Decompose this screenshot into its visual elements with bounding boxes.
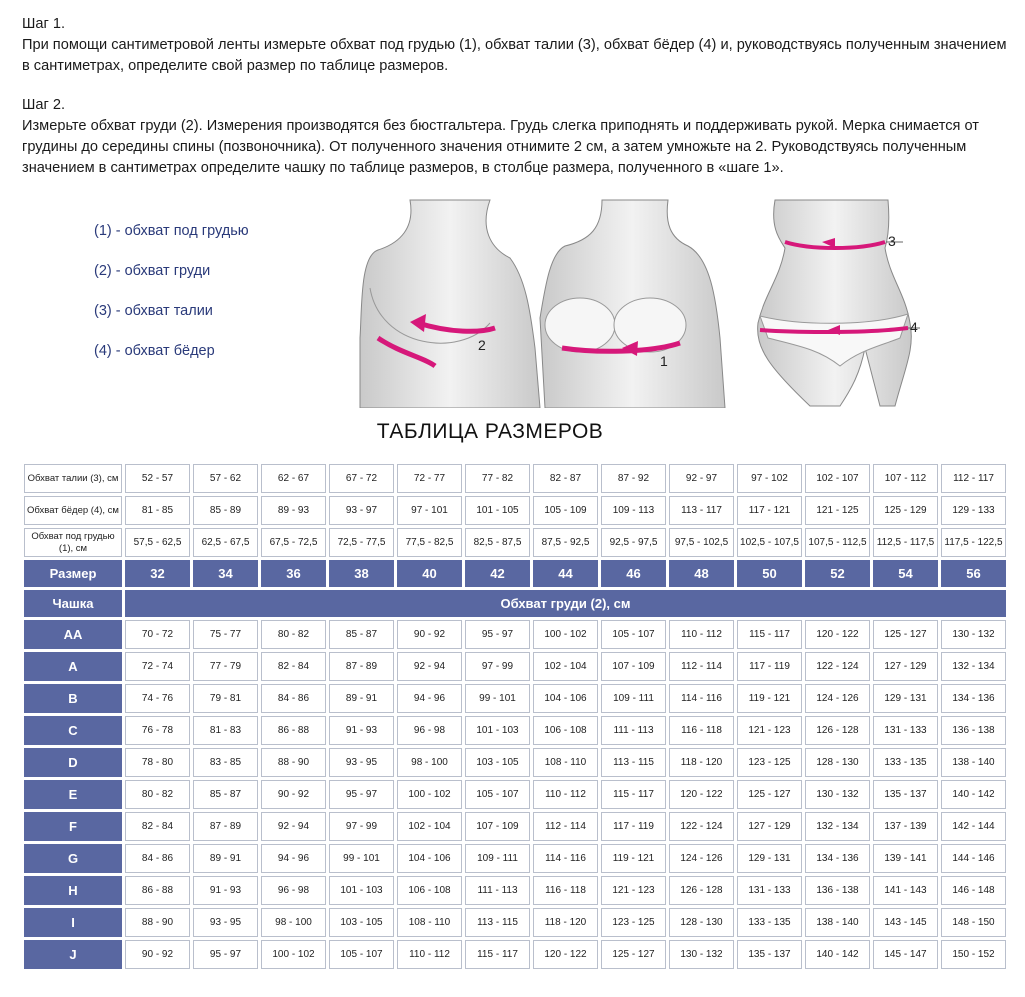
cup-row: [24, 620, 1006, 649]
cup-row: [24, 716, 1006, 745]
bust-cell: 127 - 129: [873, 652, 938, 681]
measure-cell: 85 - 89: [193, 496, 258, 525]
measure-label: Обхват бёдер (4), см: [24, 496, 122, 525]
bust-cell: 78 - 80: [125, 748, 190, 777]
size-cell: 48: [669, 560, 734, 587]
bust-cell: 106 - 108: [397, 876, 462, 905]
cup-name: AA: [24, 620, 122, 649]
bust-cell: 86 - 88: [261, 716, 326, 745]
instructions: [22, 14, 1012, 179]
bust-cell: 97 - 99: [465, 652, 530, 681]
bust-figure: [360, 200, 540, 408]
bust-cell: 131 - 133: [737, 876, 802, 905]
figure-label-4: 4: [910, 319, 918, 335]
cup-name: I: [24, 908, 122, 937]
step1-title: Шаг 1.: [22, 16, 66, 32]
measure-cell: 107,5 - 112,5: [805, 528, 870, 557]
spacer: [22, 77, 1012, 95]
measure-cell: 107 - 112: [873, 464, 938, 493]
bust-cell: 105 - 107: [329, 940, 394, 969]
bust-cell: 84 - 86: [261, 684, 326, 713]
bust-cell: 111 - 113: [601, 716, 666, 745]
legend-item-waist: (3) - обхват талии: [94, 303, 213, 319]
measure-cell: 117 - 121: [737, 496, 802, 525]
bust-cell: 98 - 100: [261, 908, 326, 937]
figure-label-2: 2: [478, 337, 486, 353]
bust-cell: 126 - 128: [805, 716, 870, 745]
bust-cell: 100 - 102: [397, 780, 462, 809]
bust-cell: 117 - 119: [737, 652, 802, 681]
measure-cell: 97,5 - 102,5: [669, 528, 734, 557]
bust-header: Обхват груди (2), см: [125, 590, 1006, 617]
cup-name: J: [24, 940, 122, 969]
bust-cell: 112 - 114: [669, 652, 734, 681]
size-cell: 54: [873, 560, 938, 587]
bust-cell: 125 - 127: [873, 620, 938, 649]
measure-cell: 81 - 85: [125, 496, 190, 525]
bust-cell: 129 - 131: [873, 684, 938, 713]
bust-cell: 80 - 82: [261, 620, 326, 649]
bust-cell: 119 - 121: [737, 684, 802, 713]
bust-cell: 94 - 96: [261, 844, 326, 873]
bust-cell: 81 - 83: [193, 716, 258, 745]
bust-cell: 118 - 120: [669, 748, 734, 777]
measure-cell: 97 - 102: [737, 464, 802, 493]
bust-cell: 121 - 123: [737, 716, 802, 745]
measure-label: Обхват талии (3), см: [24, 464, 122, 493]
measurement-legend: [94, 219, 249, 379]
bust-cell: 128 - 130: [805, 748, 870, 777]
bust-cell: 90 - 92: [261, 780, 326, 809]
bust-cell: 74 - 76: [125, 684, 190, 713]
cup-name: D: [24, 748, 122, 777]
legend-item-underbust: (1) - обхват под грудью: [94, 223, 249, 239]
bust-cell: 70 - 72: [125, 620, 190, 649]
size-cell: 38: [329, 560, 394, 587]
bust-cell: 99 - 101: [329, 844, 394, 873]
bust-cell: 110 - 112: [397, 940, 462, 969]
size-cell: 32: [125, 560, 190, 587]
size-table: [21, 461, 1009, 972]
cup-label: Чашка: [24, 590, 122, 617]
bust-cell: 87 - 89: [193, 812, 258, 841]
bust-cell: 130 - 132: [941, 620, 1006, 649]
size-cell: 46: [601, 560, 666, 587]
bust-cell: 136 - 138: [941, 716, 1006, 745]
bust-cell: 137 - 139: [873, 812, 938, 841]
measure-cell: 97 - 101: [397, 496, 462, 525]
bust-cell: 97 - 99: [329, 812, 394, 841]
bust-cell: 82 - 84: [261, 652, 326, 681]
bust-cell: 85 - 87: [329, 620, 394, 649]
bust-cell: 99 - 101: [465, 684, 530, 713]
bust-cell: 116 - 118: [669, 716, 734, 745]
measure-cell: 102,5 - 107,5: [737, 528, 802, 557]
measurement-illustrations: [340, 198, 940, 408]
bust-cell: 82 - 84: [125, 812, 190, 841]
bust-cell: 102 - 104: [533, 652, 598, 681]
bust-cell: 143 - 145: [873, 908, 938, 937]
bust-cell: 88 - 90: [125, 908, 190, 937]
bust-cell: 150 - 152: [941, 940, 1006, 969]
step2-text: Измерьте обхват груди (2). Измерения производятся без бюстгальтера. Грудь слегка приподнять и поддерживать рукой. Мерка снимается от грудины до середины спины (позвоночника). От полученного значения отнимите 2 см, а затем умножьте на 2. Руководствуясь полученным значением в сантиметрах определите чашку по таблице размеров, в столбце размера, полученного в «шаге 1».: [22, 118, 979, 176]
measure-cell: 67,5 - 72,5: [261, 528, 326, 557]
bust-cell: 135 - 137: [873, 780, 938, 809]
bust-cell: 107 - 109: [465, 812, 530, 841]
bust-cell: 144 - 146: [941, 844, 1006, 873]
step1-text: При помощи сантиметровой ленты измерьте обхват под грудью (1), обхват талии (3), обхват бёдер (4) и, руководствуясь полученным значением в сантиметрах, определите свой размер по таблице размеров.: [22, 37, 1007, 74]
measure-cell: 72,5 - 77,5: [329, 528, 394, 557]
bust-cell: 114 - 116: [669, 684, 734, 713]
cup-name: E: [24, 780, 122, 809]
bust-cell: 124 - 126: [805, 684, 870, 713]
bust-cell: 123 - 125: [601, 908, 666, 937]
bust-cell: 101 - 103: [465, 716, 530, 745]
bust-cell: 104 - 106: [397, 844, 462, 873]
measure-cell: 72 - 77: [397, 464, 462, 493]
bust-cell: 130 - 132: [669, 940, 734, 969]
bust-cell: 93 - 95: [193, 908, 258, 937]
bust-cell: 91 - 93: [329, 716, 394, 745]
bust-cell: 123 - 125: [737, 748, 802, 777]
bust-cell: 109 - 111: [601, 684, 666, 713]
cup-name: A: [24, 652, 122, 681]
size-cell: 34: [193, 560, 258, 587]
bust-cell: 96 - 98: [397, 716, 462, 745]
bust-cell: 100 - 102: [533, 620, 598, 649]
cup-header-row: [24, 590, 1006, 617]
bust-cell: 125 - 127: [601, 940, 666, 969]
bust-cell: 116 - 118: [533, 876, 598, 905]
measure-cell: 57 - 62: [193, 464, 258, 493]
bust-cell: 101 - 103: [329, 876, 394, 905]
bust-cell: 132 - 134: [805, 812, 870, 841]
bust-cell: 111 - 113: [465, 876, 530, 905]
measure-cell: 93 - 97: [329, 496, 394, 525]
measure-cell: 102 - 107: [805, 464, 870, 493]
bust-cell: 105 - 107: [601, 620, 666, 649]
measure-cell: 52 - 57: [125, 464, 190, 493]
measure-label: Обхват под грудью (1), см: [24, 528, 122, 557]
bust-cell: 114 - 116: [533, 844, 598, 873]
bust-cell: 113 - 115: [601, 748, 666, 777]
figure-label-1: 1: [660, 353, 668, 369]
bust-cell: 140 - 142: [805, 940, 870, 969]
bust-cell: 95 - 97: [465, 620, 530, 649]
cup-row: [24, 908, 1006, 937]
cup-row: [24, 684, 1006, 713]
bust-cell: 109 - 111: [465, 844, 530, 873]
size-cell: 42: [465, 560, 530, 587]
measure-row: [24, 496, 1006, 525]
bust-cell: 134 - 136: [805, 844, 870, 873]
measure-cell: 87 - 92: [601, 464, 666, 493]
measure-cell: 82,5 - 87,5: [465, 528, 530, 557]
measure-cell: 92 - 97: [669, 464, 734, 493]
bust-cell: 117 - 119: [601, 812, 666, 841]
bust-cell: 106 - 108: [533, 716, 598, 745]
bust-cell: 93 - 95: [329, 748, 394, 777]
bust-cell: 103 - 105: [465, 748, 530, 777]
bust-cell: 134 - 136: [941, 684, 1006, 713]
measure-cell: 62 - 67: [261, 464, 326, 493]
bust-cell: 107 - 109: [601, 652, 666, 681]
measure-cell: 77 - 82: [465, 464, 530, 493]
bust-cell: 136 - 138: [805, 876, 870, 905]
bust-cell: 110 - 112: [669, 620, 734, 649]
measure-row: [24, 528, 1006, 557]
measure-cell: 109 - 113: [601, 496, 666, 525]
bust-cell: 100 - 102: [261, 940, 326, 969]
measure-cell: 67 - 72: [329, 464, 394, 493]
bust-cell: 92 - 94: [261, 812, 326, 841]
measure-cell: 101 - 105: [465, 496, 530, 525]
measure-cell: 105 - 109: [533, 496, 598, 525]
bust-cell: 86 - 88: [125, 876, 190, 905]
measure-cell: 82 - 87: [533, 464, 598, 493]
bust-cell: 79 - 81: [193, 684, 258, 713]
bust-cell: 89 - 91: [329, 684, 394, 713]
bust-cell: 132 - 134: [941, 652, 1006, 681]
bust-cell: 115 - 117: [601, 780, 666, 809]
bust-cell: 115 - 117: [737, 620, 802, 649]
measure-cell: 57,5 - 62,5: [125, 528, 190, 557]
bust-cell: 84 - 86: [125, 844, 190, 873]
bust-cell: 141 - 143: [873, 876, 938, 905]
bust-cell: 104 - 106: [533, 684, 598, 713]
bust-cell: 102 - 104: [397, 812, 462, 841]
bust-cell: 127 - 129: [737, 812, 802, 841]
measure-cell: 87,5 - 92,5: [533, 528, 598, 557]
bust-cell: 80 - 82: [125, 780, 190, 809]
cup-row: [24, 876, 1006, 905]
underbust-figure: [540, 200, 725, 408]
cup-name: G: [24, 844, 122, 873]
bust-cell: 76 - 78: [125, 716, 190, 745]
bust-cell: 113 - 115: [465, 908, 530, 937]
bust-cell: 72 - 74: [125, 652, 190, 681]
bust-cell: 126 - 128: [669, 876, 734, 905]
bust-cell: 115 - 117: [465, 940, 530, 969]
bust-cell: 145 - 147: [873, 940, 938, 969]
measure-cell: 121 - 125: [805, 496, 870, 525]
bust-cell: 146 - 148: [941, 876, 1006, 905]
bust-cell: 139 - 141: [873, 844, 938, 873]
cup-row: [24, 812, 1006, 841]
measure-cell: 113 - 117: [669, 496, 734, 525]
bust-cell: 87 - 89: [329, 652, 394, 681]
bust-cell: 88 - 90: [261, 748, 326, 777]
bust-cell: 120 - 122: [669, 780, 734, 809]
bust-cell: 105 - 107: [465, 780, 530, 809]
bust-cell: 98 - 100: [397, 748, 462, 777]
bust-cell: 122 - 124: [805, 652, 870, 681]
legend-item-bust: (2) - обхват груди: [94, 263, 211, 279]
bust-cell: 118 - 120: [533, 908, 598, 937]
bust-cell: 110 - 112: [533, 780, 598, 809]
cup-name: C: [24, 716, 122, 745]
measure-cell: 125 - 129: [873, 496, 938, 525]
measure-cell: 117,5 - 122,5: [941, 528, 1006, 557]
bust-cell: 108 - 110: [533, 748, 598, 777]
cup-name: B: [24, 684, 122, 713]
bust-cell: 124 - 126: [669, 844, 734, 873]
size-cell: 52: [805, 560, 870, 587]
legend-item-hips: (4) - обхват бёдер: [94, 343, 215, 359]
bust-cell: 85 - 87: [193, 780, 258, 809]
measure-cell: 112 - 117: [941, 464, 1006, 493]
measure-cell: 112,5 - 117,5: [873, 528, 938, 557]
bust-cell: 138 - 140: [941, 748, 1006, 777]
size-row: [24, 560, 1006, 587]
bust-cell: 96 - 98: [261, 876, 326, 905]
bust-cell: 108 - 110: [397, 908, 462, 937]
bust-cell: 121 - 123: [601, 876, 666, 905]
size-label: Размер: [24, 560, 122, 587]
size-cell: 56: [941, 560, 1006, 587]
bust-cell: 83 - 85: [193, 748, 258, 777]
table-title: ТАБЛИЦА РАЗМЕРОВ: [376, 420, 604, 443]
cup-row: [24, 940, 1006, 969]
size-cell: 50: [737, 560, 802, 587]
bust-cell: 125 - 127: [737, 780, 802, 809]
size-cell: 44: [533, 560, 598, 587]
bust-cell: 120 - 122: [805, 620, 870, 649]
bust-cell: 128 - 130: [669, 908, 734, 937]
bust-cell: 133 - 135: [737, 908, 802, 937]
bust-cell: 119 - 121: [601, 844, 666, 873]
bust-cell: 95 - 97: [193, 940, 258, 969]
bust-cell: 130 - 132: [805, 780, 870, 809]
size-cell: 40: [397, 560, 462, 587]
bust-cell: 120 - 122: [533, 940, 598, 969]
step2-title: Шаг 2.: [22, 97, 66, 113]
bust-cell: 91 - 93: [193, 876, 258, 905]
bust-cell: 94 - 96: [397, 684, 462, 713]
cup-row: [24, 652, 1006, 681]
measure-cell: 62,5 - 67,5: [193, 528, 258, 557]
cup-row: [24, 748, 1006, 777]
bust-cell: 140 - 142: [941, 780, 1006, 809]
bust-cell: 129 - 131: [737, 844, 802, 873]
cup-name: H: [24, 876, 122, 905]
bust-cell: 90 - 92: [397, 620, 462, 649]
measure-row: [24, 464, 1006, 493]
bust-cell: 77 - 79: [193, 652, 258, 681]
bust-cell: 131 - 133: [873, 716, 938, 745]
measure-cell: 129 - 133: [941, 496, 1006, 525]
bust-cell: 89 - 91: [193, 844, 258, 873]
cup-row: [24, 780, 1006, 809]
measure-cell: 77,5 - 82,5: [397, 528, 462, 557]
measure-cell: 89 - 93: [261, 496, 326, 525]
bust-cell: 142 - 144: [941, 812, 1006, 841]
bust-cell: 148 - 150: [941, 908, 1006, 937]
bust-cell: 90 - 92: [125, 940, 190, 969]
size-cell: 36: [261, 560, 326, 587]
measure-cell: 92,5 - 97,5: [601, 528, 666, 557]
cup-name: F: [24, 812, 122, 841]
bust-cell: 92 - 94: [397, 652, 462, 681]
bust-cell: 133 - 135: [873, 748, 938, 777]
bust-cell: 138 - 140: [805, 908, 870, 937]
bust-cell: 135 - 137: [737, 940, 802, 969]
bust-cell: 95 - 97: [329, 780, 394, 809]
bust-cell: 112 - 114: [533, 812, 598, 841]
bust-cell: 75 - 77: [193, 620, 258, 649]
waist-hips-figure: [758, 200, 920, 406]
bust-cell: 122 - 124: [669, 812, 734, 841]
figure-label-3: 3: [888, 233, 896, 249]
bust-cell: 103 - 105: [329, 908, 394, 937]
cup-row: [24, 844, 1006, 873]
